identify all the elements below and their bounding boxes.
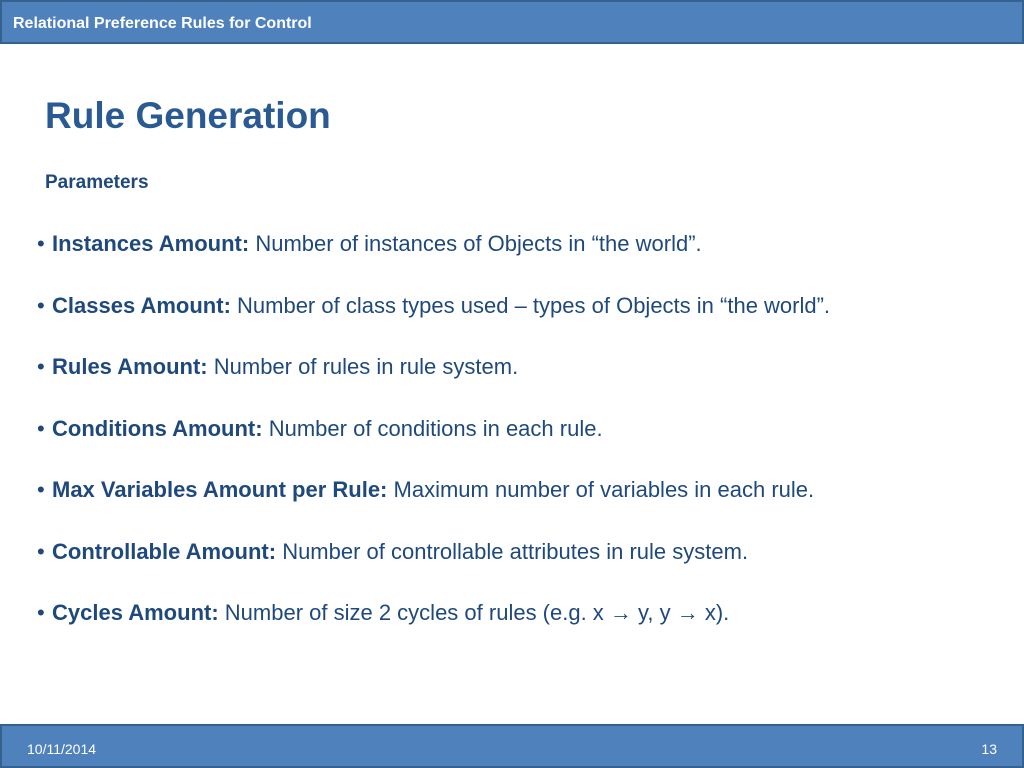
- parameter-item-instances: [37, 230, 997, 292]
- bullet-icon: •: [37, 231, 45, 256]
- parameter-list: [37, 230, 997, 661]
- parameter-item-max-variables: [37, 476, 997, 538]
- parameter-description: Number of instances of Objects in “the world”.: [255, 231, 702, 256]
- parameter-term: Classes Amount:: [52, 292, 231, 318]
- parameter-term: Instances Amount:: [52, 231, 250, 256]
- parameter-description: Number of rules in rule system.: [213, 354, 519, 379]
- bullet-icon: •: [37, 600, 45, 625]
- page-number: 13: [981, 741, 997, 757]
- parameter-item-conditions: [37, 415, 997, 477]
- parameter-term: Cycles Amount:: [52, 600, 219, 625]
- parameter-description: Number of conditions in each rule.: [268, 415, 603, 441]
- parameter-item-controllable: [37, 538, 997, 600]
- bullet-icon: •: [37, 477, 45, 502]
- parameter-item-rules: [37, 353, 997, 415]
- parameter-term: Max Variables Amount per Rule:: [52, 477, 388, 502]
- slide-header-bar: [0, 0, 1024, 44]
- slide-title: Rule Generation: [45, 95, 331, 136]
- bullet-icon: •: [37, 354, 45, 379]
- parameter-term: Conditions Amount:: [52, 415, 263, 441]
- slide-footer-bar: [0, 724, 1024, 768]
- parameter-description: Number of controllable attributes in rule system.: [282, 538, 749, 564]
- parameter-description: Number of size 2 cycles of rules (e.g. x → y, y → x).: [224, 600, 730, 625]
- bullet-icon: •: [37, 538, 45, 564]
- section-heading: Parameters: [45, 172, 149, 193]
- parameter-item-classes: [37, 292, 997, 354]
- parameter-item-cycles: [37, 599, 997, 661]
- bullet-icon: •: [37, 415, 45, 441]
- bullet-icon: •: [37, 292, 45, 318]
- parameter-term: Rules Amount:: [52, 354, 208, 379]
- parameter-description: Maximum number of variables in each rule.: [393, 477, 815, 502]
- parameter-term: Controllable Amount:: [52, 538, 277, 564]
- parameter-description: Number of class types used – types of Objects in “the world”.: [237, 292, 831, 318]
- presentation-title: Relational Preference Rules for Control: [13, 15, 312, 32]
- footer-date: 10/11/2014: [27, 741, 97, 757]
